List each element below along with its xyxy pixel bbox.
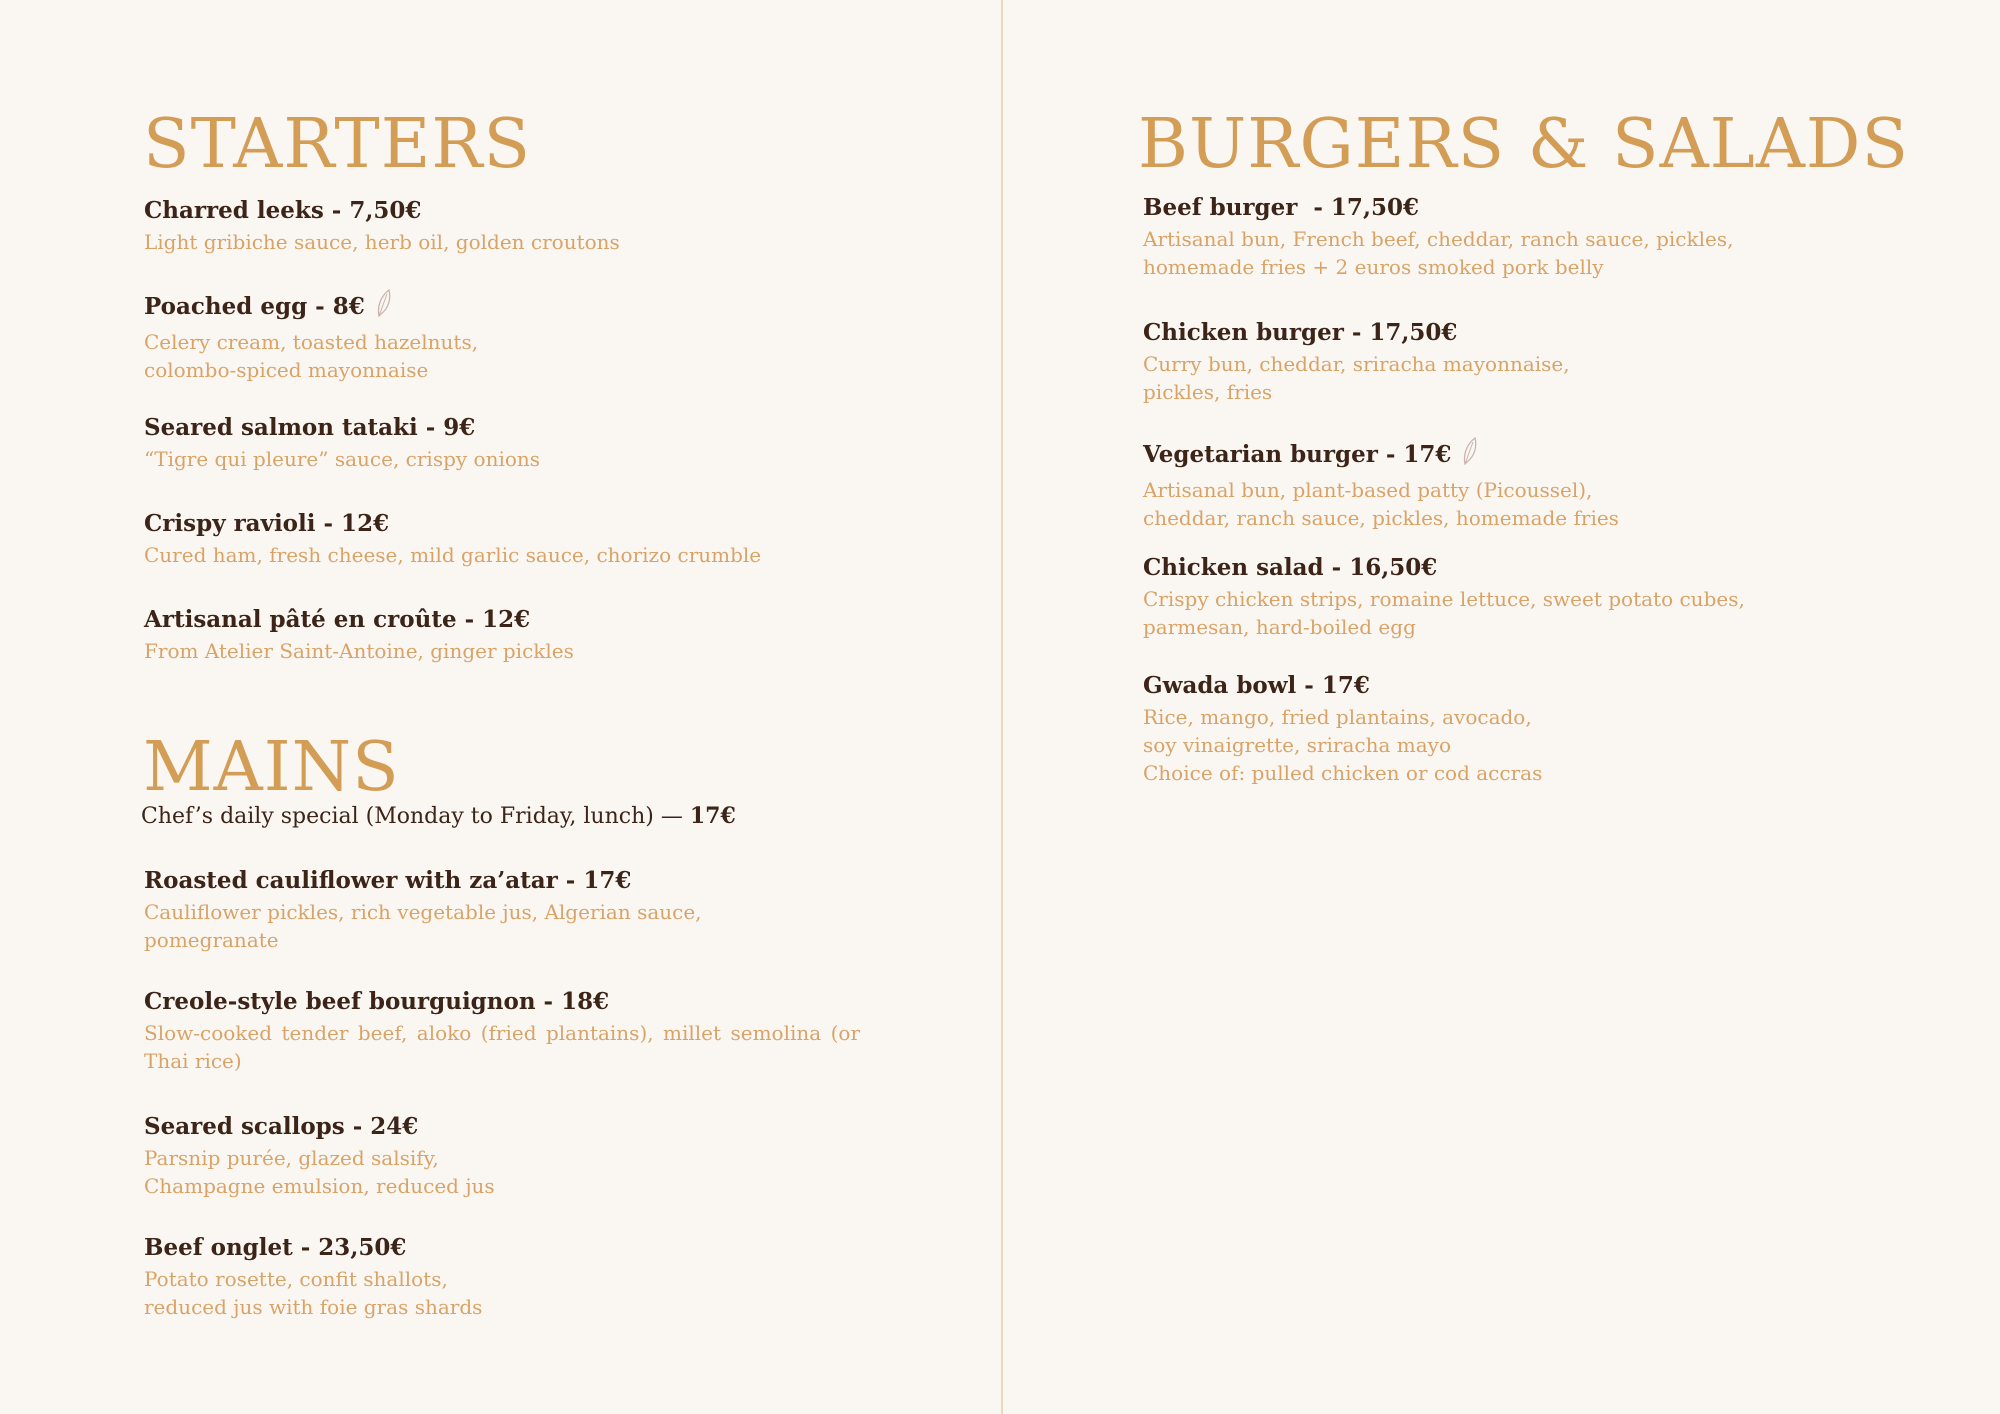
description-line: Parsnip purée, glazed salsify, — [144, 1146, 439, 1170]
item-title: Artisanal pâté en croûte - 12€ — [144, 606, 531, 633]
leaf-icon — [375, 288, 393, 326]
item-title: Gwada bowl - 17€ — [1143, 672, 1370, 699]
menu-item — [144, 866, 904, 954]
description-line: cheddar, ranch sauce, pickles, homemade fries — [1143, 506, 1619, 530]
menu-item — [144, 1233, 904, 1321]
item-description — [1143, 350, 1903, 406]
description-line: Cured ham, fresh cheese, mild garlic sauce, chorizo crumble — [144, 543, 762, 567]
section-title-mains: MAINS — [143, 728, 400, 807]
item-description — [144, 445, 904, 473]
description-line: pickles, fries — [1143, 380, 1273, 404]
item-title-text: Vegetarian burger - 17€ — [1143, 441, 1452, 468]
item-title — [1143, 436, 1903, 474]
description-line: Slow-cooked tender beef, aloko (fried plantains), millet semolina (or Thai rice) — [144, 1021, 860, 1073]
menu-item — [144, 288, 904, 384]
page-divider — [1001, 0, 1003, 1414]
description-line: reduced jus with foie gras shards — [144, 1295, 483, 1319]
daily-special — [141, 801, 736, 832]
item-title: Chicken burger - 17,50€ — [1143, 319, 1458, 346]
description-line: Potato rosette, confit shallots, — [144, 1267, 448, 1291]
description-line: Cauliflower pickles, rich vegetable jus, Algerian sauce, — [144, 900, 702, 924]
item-description — [144, 637, 904, 665]
description-line: parmesan, hard-boiled egg — [1143, 615, 1416, 639]
description-line: Choice of: pulled chicken or cod accras — [1143, 761, 1543, 785]
description-line: From Atelier Saint-Antoine, ginger pickles — [144, 639, 574, 663]
item-description — [1143, 585, 1903, 641]
description-line: pomegranate — [144, 928, 279, 952]
item-description — [1143, 225, 1903, 281]
description-line: soy vinaigrette, sriracha mayo — [1143, 733, 1451, 757]
daily-special-text: Chef’s daily special (Monday to Friday, lunch) — — [141, 804, 690, 829]
item-description — [1143, 476, 1903, 532]
description-line: Light gribiche sauce, herb oil, golden croutons — [144, 230, 620, 254]
menu-item — [1143, 436, 1903, 532]
item-description — [144, 1144, 904, 1200]
item-description — [144, 1265, 904, 1321]
section-title-starters: STARTERS — [143, 105, 532, 184]
item-title-text: Poached egg - 8€ — [144, 293, 365, 320]
menu-item — [144, 987, 904, 1075]
description-line: homemade fries + 2 euros smoked pork belly — [1143, 255, 1604, 279]
menu-item — [144, 605, 904, 665]
item-title: Seared scallops - 24€ — [144, 1113, 419, 1140]
menu-item — [144, 196, 904, 256]
description-line: Crispy chicken strips, romaine lettuce, sweet potato cubes, — [1143, 587, 1745, 611]
item-title: Roasted cauliflower with za’atar - 17€ — [144, 867, 632, 894]
description-line: Rice, mango, fried plantains, avocado, — [1143, 705, 1532, 729]
menu-item — [1143, 553, 1903, 641]
description-line: Artisanal bun, plant-based patty (Picoussel), — [1143, 478, 1593, 502]
description-line: Curry bun, cheddar, sriracha mayonnaise, — [1143, 352, 1570, 376]
description-line: Artisanal bun, French beef, cheddar, ranch sauce, pickles, — [1143, 227, 1734, 251]
leaf-icon — [1461, 436, 1479, 474]
item-title: Crispy ravioli - 12€ — [144, 510, 390, 537]
menu-item — [144, 509, 904, 569]
menu-item — [1143, 671, 1903, 787]
item-title: Beef burger - 17,50€ — [1143, 194, 1419, 221]
item-description — [1143, 703, 1903, 787]
item-title: Seared salmon tataki - 9€ — [144, 414, 476, 441]
daily-special-price: 17€ — [689, 803, 736, 829]
menu-item — [144, 413, 904, 473]
section-title-burgers-salads: BURGERS & SALADS — [1138, 105, 1910, 184]
item-title: Charred leeks - 7,50€ — [144, 197, 422, 224]
item-description — [144, 541, 904, 569]
description-line: Celery cream, toasted hazelnuts, — [144, 330, 479, 354]
description-line: Champagne emulsion, reduced jus — [144, 1174, 495, 1198]
item-description — [144, 898, 904, 954]
item-title: Chicken salad - 16,50€ — [1143, 554, 1438, 581]
description-line: colombo-spiced mayonnaise — [144, 358, 429, 382]
menu-item — [1143, 318, 1903, 406]
item-title — [144, 288, 904, 326]
menu-item — [1143, 193, 1903, 281]
item-description — [144, 228, 904, 256]
item-description — [144, 1019, 904, 1075]
item-title: Beef onglet - 23,50€ — [144, 1234, 407, 1261]
item-description — [144, 328, 904, 384]
menu-item — [144, 1112, 904, 1200]
item-title: Creole-style beef bourguignon - 18€ — [144, 988, 610, 1015]
description-line: “Tigre qui pleure” sauce, crispy onions — [144, 447, 541, 471]
